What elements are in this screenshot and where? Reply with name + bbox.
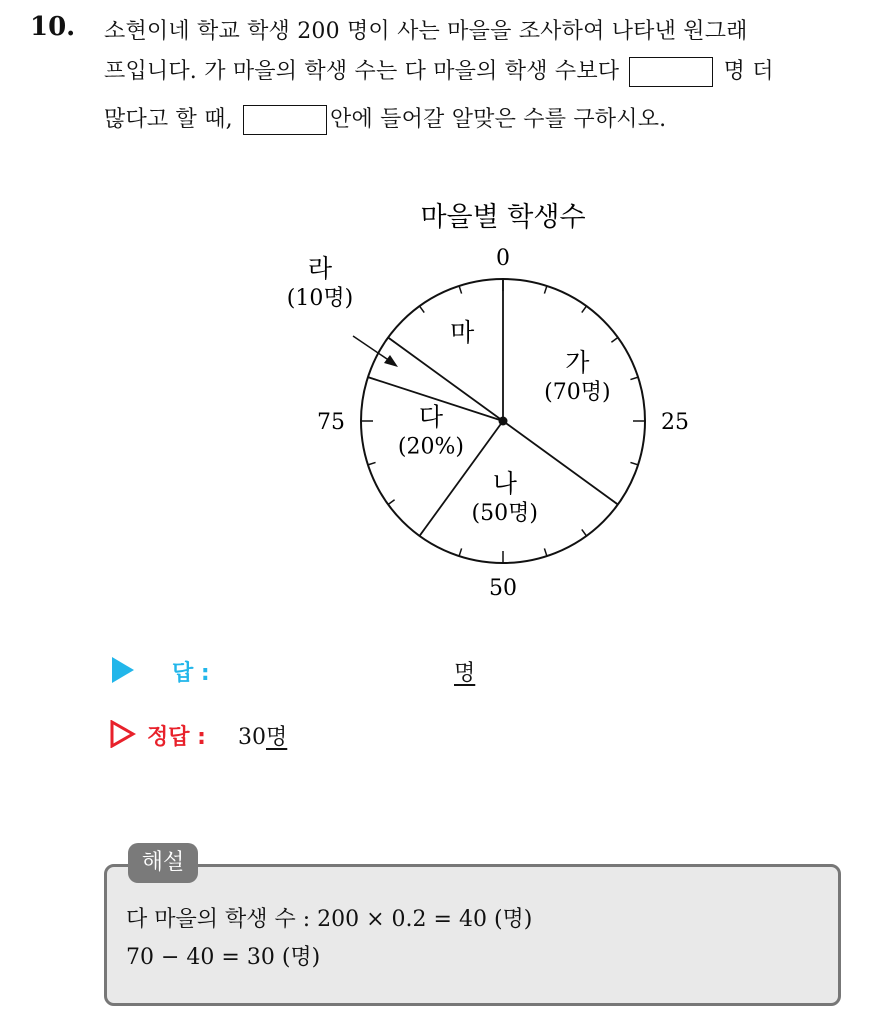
scale-tick bbox=[611, 338, 617, 343]
slice-boundary bbox=[503, 421, 618, 504]
explanation-line-1: 다 마을의 학생 수 : 200 × 0.2 = 40 (명) bbox=[126, 907, 533, 932]
pie-chart bbox=[250, 190, 690, 610]
scale-tick bbox=[630, 377, 638, 379]
callout-arrowhead bbox=[384, 355, 398, 367]
slice-label: (50명) bbox=[471, 500, 538, 526]
correct-label: 정답 : bbox=[147, 725, 206, 750]
slice-name: 라 bbox=[307, 254, 333, 283]
explanation-box bbox=[104, 864, 841, 1006]
slice-name: 나 bbox=[492, 468, 517, 498]
scale-tick bbox=[420, 306, 425, 312]
question-line-3 bbox=[104, 102, 666, 135]
scale-tick bbox=[368, 462, 376, 464]
chart-layer bbox=[287, 246, 689, 601]
slice-label: (10명) bbox=[286, 286, 354, 311]
answer-label: 답 : bbox=[172, 661, 210, 686]
question-line-2-before: 프입니다. 가 마을의 학생 수는 다 마을의 학생 수보다 bbox=[104, 59, 620, 84]
answer-unit: 명 bbox=[454, 661, 476, 686]
correct-answer bbox=[238, 720, 287, 751]
slice-boundary bbox=[388, 338, 503, 421]
scale-tick bbox=[630, 462, 638, 464]
correct-value: 30 bbox=[238, 725, 266, 750]
slice-name: 가 bbox=[565, 348, 590, 378]
scale-tick bbox=[582, 529, 587, 535]
correct-marker-icon bbox=[110, 720, 136, 748]
explanation-tag: 해설 bbox=[128, 843, 198, 883]
question-number: 10. bbox=[30, 12, 76, 42]
slice-name: 다 bbox=[418, 402, 443, 432]
scale-tick bbox=[459, 286, 461, 294]
chart-title: 마을별 학생수 bbox=[420, 202, 586, 233]
answer-marker-icon bbox=[112, 657, 134, 683]
scale-tick bbox=[582, 306, 587, 312]
scale-tick bbox=[459, 548, 461, 556]
center-dot bbox=[499, 417, 508, 426]
callout-leader bbox=[353, 336, 390, 361]
correct-unit: 명 bbox=[266, 725, 288, 750]
answer-blank-box-2 bbox=[243, 105, 327, 135]
slice-name: 마 bbox=[450, 317, 475, 347]
slice-label: (20%) bbox=[397, 434, 464, 460]
question-line-2 bbox=[104, 54, 774, 87]
answer-blank-box bbox=[629, 57, 713, 87]
scale-label: 0 bbox=[496, 246, 510, 271]
slice-label: (70명) bbox=[544, 380, 611, 406]
scale-label: 25 bbox=[661, 410, 689, 435]
question-line-3-after: 안에 들어갈 알맞은 수를 구하시오. bbox=[330, 107, 667, 132]
scale-tick bbox=[388, 500, 394, 505]
scale-label: 50 bbox=[489, 576, 517, 601]
question-line-1: 소현이네 학교 학생 200 명이 사는 마을을 조사하여 나타낸 원그래 bbox=[104, 19, 748, 44]
scale-tick bbox=[544, 548, 546, 556]
question-line-2-after: 명 더 bbox=[723, 59, 774, 84]
scale-tick bbox=[544, 286, 546, 294]
scale-label: 75 bbox=[317, 410, 345, 435]
explanation-line-2: 70 − 40 = 30 (명) bbox=[126, 945, 321, 970]
question-line-3-before: 많다고 할 때, bbox=[104, 107, 233, 132]
